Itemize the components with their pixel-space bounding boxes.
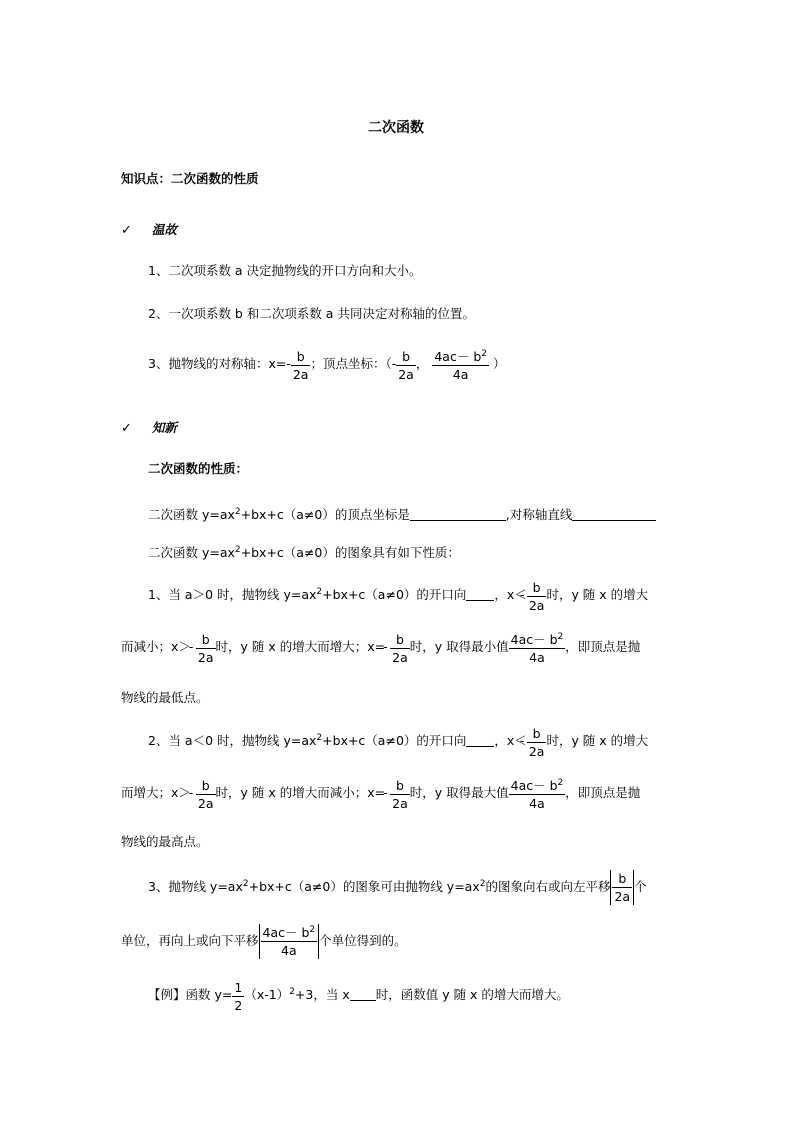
answer-blank[interactable]	[410, 507, 506, 521]
absolute-value	[610, 870, 634, 905]
rule-3-line-1: 3、抛物线 $y=ax^2+bx+c(a\ne 0)$的图象可由抛物线 $y=ax^2$的图象向右或向左平移 $\frac{b}{2a}$ 个	[148, 871, 647, 904]
answer-blank[interactable]	[350, 987, 376, 1001]
answer-blank[interactable]	[466, 587, 494, 601]
fraction-one-half: $\frac{1}{2}$	[234, 980, 243, 1013]
review-heading	[121, 224, 177, 237]
fraction-b-over-2a: $\frac{b}{2a}$	[614, 871, 631, 904]
fraction-b-over-2a: - $\frac{b}{2a}$	[390, 631, 410, 666]
fraction-discriminant: $\frac{4ac- b^2}{4a}$	[434, 349, 487, 382]
check-icon: ✓	[121, 223, 132, 238]
fraction-b-over-2a: - $\frac{b}{2a}$	[527, 579, 547, 614]
review-heading-text: 温故	[151, 222, 177, 237]
example-line: 【例】函数 y= $\frac{1}{2}$ $(x-1)^2+3$，当 x 时，函数值 y 随 x 的增大而增大。	[148, 980, 569, 1013]
rule-2-line-1: 2、当 a＜0 时，抛物线 $y=ax^2+bx+c(a\ne 0)$的开口向 ，x＜ - $\frac{b}{2a}$ 时，y 随 x 的增大	[148, 724, 648, 759]
fraction-discriminant: $\frac{4ac- b^2}{4a}$	[510, 632, 564, 665]
fraction-discriminant: $\frac{4ac- b^2}{4a}$	[262, 925, 316, 958]
rule-2-line-3: 物线的最高点。	[121, 834, 209, 849]
rule-1-line-1: 1、当 a＞0 时，抛物线 $y=ax^2+bx+c(a\ne 0)$的开口向 ，x＜ - $\frac{b}{2a}$ 时，y 随 x 的增大	[148, 578, 648, 613]
fraction-b-over-2a: $\frac{b}{2a}$	[292, 349, 309, 382]
review-item-1: 1、二次项系数 a 决定抛物线的开口方向和大小。	[148, 263, 422, 278]
rule-2-line-2: 而增大；x＞ - $\frac{b}{2a}$ 时，y 随 x 的增大而减小；x= - $\frac{b}{2a}$ 时，y 取得最大值 $\frac{4ac- b^2}{4a}$ ，即顶点是抛	[121, 776, 640, 811]
fraction-b-over-2a: - $\frac{b}{2a}$	[196, 631, 216, 666]
vertex-question-line: 二次函数 $y=ax^2+bx+c(a\ne 0)$的顶点坐标是 ,对称轴直线	[148, 507, 656, 522]
fraction-b-over-2a: - $\frac{b}{2a}$	[196, 777, 216, 812]
new-heading-text: 知新	[151, 420, 177, 435]
page-title: 二次函数	[368, 120, 424, 136]
rule-3-line-2: 单位，再向上或向下平移 $\frac{4ac- b^2}{4a}$ 个单位得到的。	[121, 925, 407, 958]
rule-1-line-3: 物线的最低点。	[121, 690, 209, 705]
knowledge-point-heading: 知识点：二次函数的性质	[121, 171, 259, 186]
fraction-b-over-2a: - $\frac{b}{2a}$	[527, 725, 547, 760]
properties-subheading: 二次函数的性质：	[148, 461, 249, 476]
fraction-discriminant: $\frac{4ac- b^2}{4a}$	[510, 778, 564, 811]
review-item-2: 2、一次项系数 b 和二次项系数 a 共同决定对称轴的位置。	[148, 306, 475, 321]
fraction-b-over-2a: $\frac{b}{2a}$	[398, 349, 414, 382]
absolute-value	[259, 924, 320, 959]
check-icon: ✓	[121, 421, 132, 436]
properties-intro-line: 二次函数 $y=ax^2+bx+c(a\ne 0)$的图象具有如下性质：	[148, 545, 460, 560]
answer-blank[interactable]	[466, 733, 494, 747]
new-heading	[121, 422, 177, 435]
fraction-b-over-2a: - $\frac{b}{2a}$	[390, 777, 410, 812]
rule-1-line-2: 而减小；x＞ - $\frac{b}{2a}$ 时，y 随 x 的增大而增大；x= - $\frac{b}{2a}$ 时，y 取得最小值 $\frac{4ac- b^2}{4a}$ ，即顶点是抛	[121, 630, 640, 665]
answer-blank[interactable]	[572, 507, 656, 521]
review-item-3: 3、抛物线的对称轴：x=- $\frac{b}{2a}$ ；顶点坐标：（- $\frac{b}{2a}$ ， $\frac{4ac- b^2}{4a}$ ）	[148, 349, 506, 382]
